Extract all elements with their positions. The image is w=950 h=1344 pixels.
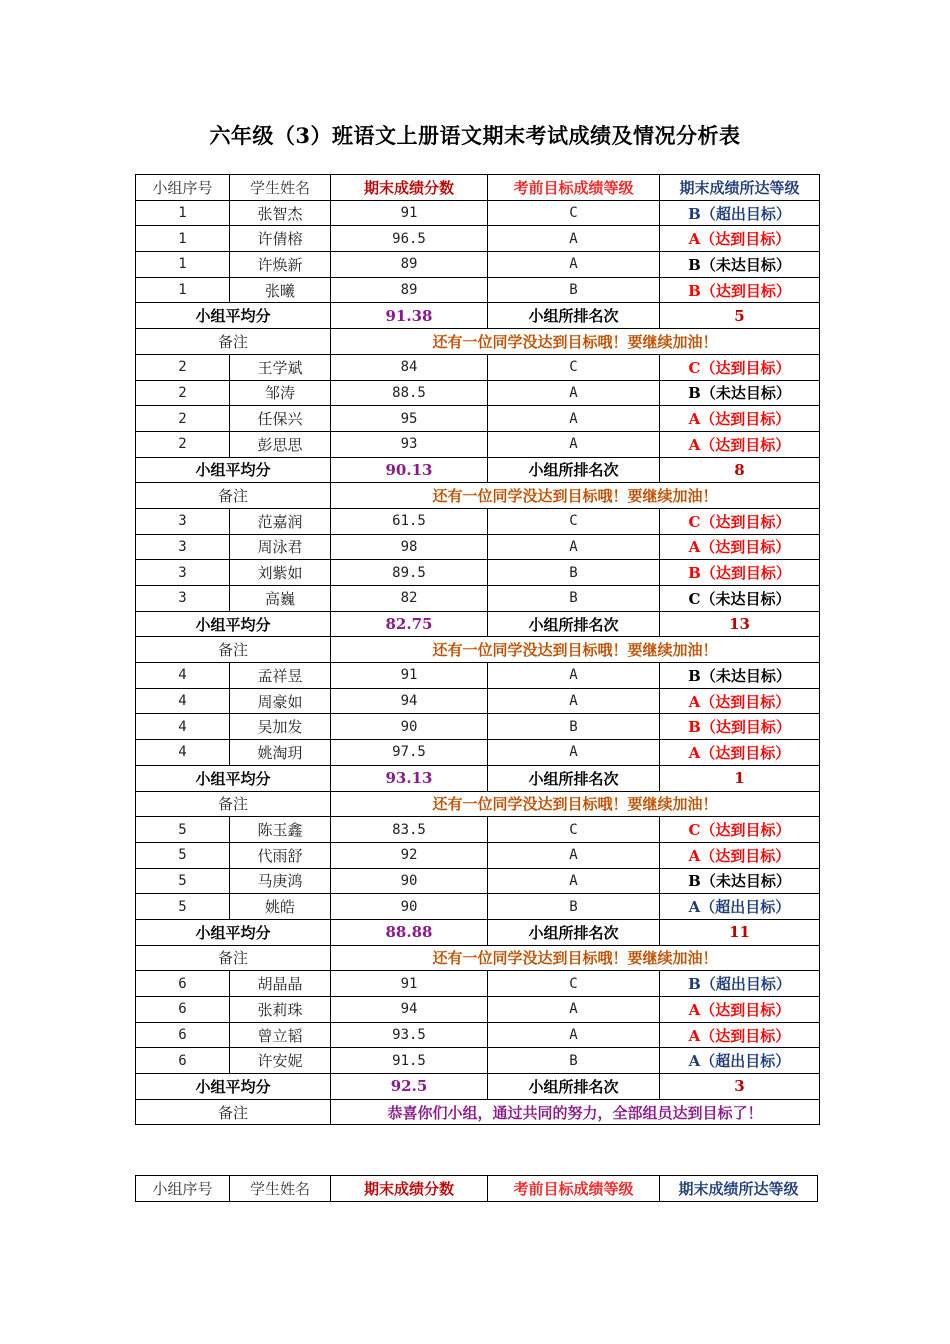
group-number-cell: 1 — [136, 277, 230, 303]
student-name-cell: 高巍 — [230, 586, 331, 612]
final-score-cell: 91 — [331, 971, 488, 997]
header-group-no: 小组序号 — [136, 175, 230, 201]
group-number-cell: 1 — [136, 252, 230, 278]
header-student-name: 学生姓名 — [230, 175, 331, 201]
group-number-cell: 2 — [136, 431, 230, 457]
group-number-cell: 5 — [136, 868, 230, 894]
group-summary-row — [136, 303, 820, 329]
header-final-score: 期末成绩分数 — [331, 175, 488, 201]
final-score-cell: 95 — [331, 406, 488, 432]
table-row — [136, 252, 820, 278]
group-summary-row — [136, 1074, 820, 1100]
target-grade-cell: A — [488, 868, 660, 894]
remark-text: 还有一位同学没达到目标哦！要继续加油！ — [331, 483, 820, 509]
group-number-cell: 2 — [136, 406, 230, 432]
group-average-value: 93.13 — [331, 765, 488, 791]
group-number-cell: 4 — [136, 688, 230, 714]
target-grade-cell: C — [488, 508, 660, 534]
group-average-value: 91.38 — [331, 303, 488, 329]
final-score-cell: 89 — [331, 277, 488, 303]
student-name-cell: 彭思思 — [230, 431, 331, 457]
target-grade-cell: A — [488, 1022, 660, 1048]
group-remark-row — [136, 483, 820, 509]
group-summary-row — [136, 765, 820, 791]
final-score-cell: 88.5 — [331, 380, 488, 406]
group-number-cell: 4 — [136, 663, 230, 689]
table-row — [136, 817, 820, 843]
target-grade-cell: A — [488, 380, 660, 406]
remark-text: 还有一位同学没达到目标哦！要继续加油！ — [331, 791, 820, 817]
student-name-cell: 张曦 — [230, 277, 331, 303]
table-row — [136, 868, 820, 894]
student-name-cell: 刘紫如 — [230, 560, 331, 586]
achieved-grade-cell: B（达到目标） — [660, 714, 820, 740]
student-name-cell: 邹涛 — [230, 380, 331, 406]
avg-label: 小组平均分 — [136, 1074, 331, 1100]
remark-label: 备注 — [136, 945, 331, 971]
table-row — [136, 431, 820, 457]
achieved-grade-cell: B（未达目标） — [660, 663, 820, 689]
target-grade-cell: B — [488, 586, 660, 612]
group-number-cell: 1 — [136, 200, 230, 226]
remark-text: 还有一位同学没达到目标哦！要继续加油！ — [331, 329, 820, 355]
remark-label: 备注 — [136, 329, 331, 355]
group-number-cell: 3 — [136, 534, 230, 560]
rank-label: 小组所排名次 — [488, 611, 660, 637]
group-remark-row — [136, 1099, 820, 1125]
final-score-cell: 92 — [331, 842, 488, 868]
remark-label: 备注 — [136, 637, 331, 663]
table-row — [136, 200, 820, 226]
remark-text: 还有一位同学没达到目标哦！要继续加油！ — [331, 637, 820, 663]
final-score-cell: 84 — [331, 354, 488, 380]
group-remark-row — [136, 945, 820, 971]
group-number-cell: 6 — [136, 971, 230, 997]
group-rank-value: 1 — [660, 765, 820, 791]
target-grade-cell: A — [488, 406, 660, 432]
group-number-cell: 4 — [136, 714, 230, 740]
target-grade-cell: A — [488, 842, 660, 868]
avg-label: 小组平均分 — [136, 457, 331, 483]
target-grade-cell: C — [488, 354, 660, 380]
target-grade-cell: A — [488, 252, 660, 278]
final-score-cell: 83.5 — [331, 817, 488, 843]
group-average-value: 90.13 — [331, 457, 488, 483]
group-number-cell: 3 — [136, 508, 230, 534]
remark-label: 备注 — [136, 791, 331, 817]
student-name-cell: 孟祥昱 — [230, 663, 331, 689]
student-name-cell: 周豪如 — [230, 688, 331, 714]
table-row — [136, 354, 820, 380]
avg-label: 小组平均分 — [136, 765, 331, 791]
student-name-cell: 许倩榕 — [230, 226, 331, 252]
rank-label: 小组所排名次 — [488, 1074, 660, 1100]
header-row — [136, 175, 820, 201]
table-row — [136, 971, 820, 997]
group-number-cell: 4 — [136, 740, 230, 766]
target-grade-cell: B — [488, 1048, 660, 1074]
table-row — [136, 894, 820, 920]
achieved-grade-cell: B（未达目标） — [660, 380, 820, 406]
remark-text: 还有一位同学没达到目标哦！要继续加油！ — [331, 945, 820, 971]
student-name-cell: 马庚鸿 — [230, 868, 331, 894]
achieved-grade-cell: A（达到目标） — [660, 406, 820, 432]
student-name-cell: 许焕新 — [230, 252, 331, 278]
final-score-cell: 90 — [331, 714, 488, 740]
group-number-cell: 6 — [136, 997, 230, 1023]
header-row-repeat — [136, 1176, 818, 1202]
header-achieved-grade: 期末成绩所达等级 — [660, 175, 820, 201]
table-row — [136, 663, 820, 689]
group-number-cell: 5 — [136, 842, 230, 868]
group-remark-row — [136, 637, 820, 663]
achieved-grade-cell: A（达到目标） — [660, 688, 820, 714]
target-grade-cell: A — [488, 226, 660, 252]
group-rank-value: 3 — [660, 1074, 820, 1100]
final-score-cell: 91 — [331, 200, 488, 226]
header-student-name: 学生姓名 — [230, 1176, 331, 1202]
score-table — [135, 174, 820, 1125]
achieved-grade-cell: B（超出目标） — [660, 971, 820, 997]
final-score-cell: 90 — [331, 868, 488, 894]
achieved-grade-cell: A（达到目标） — [660, 1022, 820, 1048]
final-score-cell: 93.5 — [331, 1022, 488, 1048]
student-name-cell: 张智杰 — [230, 200, 331, 226]
achieved-grade-cell: A（超出目标） — [660, 1048, 820, 1074]
achieved-grade-cell: B（超出目标） — [660, 200, 820, 226]
target-grade-cell: C — [488, 971, 660, 997]
achieved-grade-cell: C（未达目标） — [660, 586, 820, 612]
final-score-cell: 91.5 — [331, 1048, 488, 1074]
group-number-cell: 1 — [136, 226, 230, 252]
student-name-cell: 周泳君 — [230, 534, 331, 560]
target-grade-cell: A — [488, 740, 660, 766]
student-name-cell: 姚淘玥 — [230, 740, 331, 766]
group-average-value: 88.88 — [331, 919, 488, 945]
student-name-cell: 任保兴 — [230, 406, 331, 432]
avg-label: 小组平均分 — [136, 303, 331, 329]
achieved-grade-cell: A（达到目标） — [660, 740, 820, 766]
final-score-cell: 97.5 — [331, 740, 488, 766]
group-rank-value: 13 — [660, 611, 820, 637]
target-grade-cell: A — [488, 688, 660, 714]
table-row — [136, 277, 820, 303]
achieved-grade-cell: A（超出目标） — [660, 894, 820, 920]
header-achieved-grade: 期末成绩所达等级 — [660, 1176, 818, 1202]
achieved-grade-cell: A（达到目标） — [660, 534, 820, 560]
student-name-cell: 代雨舒 — [230, 842, 331, 868]
group-remark-row — [136, 791, 820, 817]
achieved-grade-cell: A（达到目标） — [660, 997, 820, 1023]
rank-label: 小组所排名次 — [488, 919, 660, 945]
group-summary-row — [136, 919, 820, 945]
achieved-grade-cell: B（未达目标） — [660, 868, 820, 894]
table-row — [136, 997, 820, 1023]
final-score-cell: 82 — [331, 586, 488, 612]
rank-label: 小组所排名次 — [488, 457, 660, 483]
student-name-cell: 曾立韬 — [230, 1022, 331, 1048]
student-name-cell: 范嘉润 — [230, 508, 331, 534]
target-grade-cell: C — [488, 200, 660, 226]
table-row — [136, 226, 820, 252]
student-name-cell: 许安妮 — [230, 1048, 331, 1074]
target-grade-cell: A — [488, 663, 660, 689]
final-score-cell: 93 — [331, 431, 488, 457]
group-number-cell: 5 — [136, 817, 230, 843]
page-title: 六年级（3）班语文上册语文期末考试成绩及情况分析表 — [209, 123, 741, 148]
student-name-cell: 姚皓 — [230, 894, 331, 920]
group-summary-row — [136, 457, 820, 483]
student-name-cell: 张莉珠 — [230, 997, 331, 1023]
final-score-cell: 96.5 — [331, 226, 488, 252]
header-final-score: 期末成绩分数 — [331, 1176, 488, 1202]
final-score-cell: 61.5 — [331, 508, 488, 534]
header-target-grade: 考前目标成绩等级 — [488, 175, 660, 201]
table-row — [136, 714, 820, 740]
group-number-cell: 3 — [136, 586, 230, 612]
table-row — [136, 740, 820, 766]
target-grade-cell: B — [488, 560, 660, 586]
table-row — [136, 560, 820, 586]
achieved-grade-cell: B（达到目标） — [660, 560, 820, 586]
final-score-cell: 90 — [331, 894, 488, 920]
target-grade-cell: B — [488, 714, 660, 740]
score-table-body — [136, 175, 820, 1125]
student-name-cell: 吴加发 — [230, 714, 331, 740]
student-name-cell: 陈玉鑫 — [230, 817, 331, 843]
remark-label: 备注 — [136, 483, 331, 509]
header-target-grade: 考前目标成绩等级 — [488, 1176, 660, 1202]
group-number-cell: 6 — [136, 1048, 230, 1074]
achieved-grade-cell: A（达到目标） — [660, 842, 820, 868]
table-row — [136, 1022, 820, 1048]
achieved-grade-cell: A（达到目标） — [660, 226, 820, 252]
rank-label: 小组所排名次 — [488, 765, 660, 791]
target-grade-cell: C — [488, 817, 660, 843]
achieved-grade-cell: C（达到目标） — [660, 508, 820, 534]
avg-label: 小组平均分 — [136, 919, 331, 945]
group-average-value: 82.75 — [331, 611, 488, 637]
student-name-cell: 王学斌 — [230, 354, 331, 380]
table-row — [136, 406, 820, 432]
achieved-grade-cell: C（达到目标） — [660, 817, 820, 843]
table-row — [136, 688, 820, 714]
final-score-cell: 89.5 — [331, 560, 488, 586]
group-number-cell: 2 — [136, 380, 230, 406]
avg-label: 小组平均分 — [136, 611, 331, 637]
rank-label: 小组所排名次 — [488, 303, 660, 329]
final-score-cell: 94 — [331, 688, 488, 714]
header-repeat-table — [135, 1175, 818, 1202]
target-grade-cell: A — [488, 431, 660, 457]
final-score-cell: 89 — [331, 252, 488, 278]
header-group-no: 小组序号 — [136, 1176, 230, 1202]
table-row — [136, 1048, 820, 1074]
group-remark-row — [136, 329, 820, 355]
table-row — [136, 534, 820, 560]
table-row — [136, 842, 820, 868]
group-summary-row — [136, 611, 820, 637]
achieved-grade-cell: A（达到目标） — [660, 431, 820, 457]
achieved-grade-cell: C（达到目标） — [660, 354, 820, 380]
group-rank-value: 5 — [660, 303, 820, 329]
group-number-cell: 6 — [136, 1022, 230, 1048]
group-rank-value: 8 — [660, 457, 820, 483]
group-rank-value: 11 — [660, 919, 820, 945]
remark-label: 备注 — [136, 1099, 331, 1125]
remark-text: 恭喜你们小组，通过共同的努力，全部组员达到目标了！ — [331, 1099, 820, 1125]
final-score-cell: 98 — [331, 534, 488, 560]
table-row — [136, 508, 820, 534]
group-number-cell: 3 — [136, 560, 230, 586]
student-name-cell: 胡晶晶 — [230, 971, 331, 997]
group-number-cell: 2 — [136, 354, 230, 380]
achieved-grade-cell: B（未达目标） — [660, 252, 820, 278]
target-grade-cell: A — [488, 997, 660, 1023]
group-number-cell: 5 — [136, 894, 230, 920]
target-grade-cell: B — [488, 277, 660, 303]
table-row — [136, 380, 820, 406]
target-grade-cell: B — [488, 894, 660, 920]
final-score-cell: 94 — [331, 997, 488, 1023]
table-row — [136, 586, 820, 612]
target-grade-cell: A — [488, 534, 660, 560]
final-score-cell: 91 — [331, 663, 488, 689]
group-average-value: 92.5 — [331, 1074, 488, 1100]
achieved-grade-cell: B（达到目标） — [660, 277, 820, 303]
